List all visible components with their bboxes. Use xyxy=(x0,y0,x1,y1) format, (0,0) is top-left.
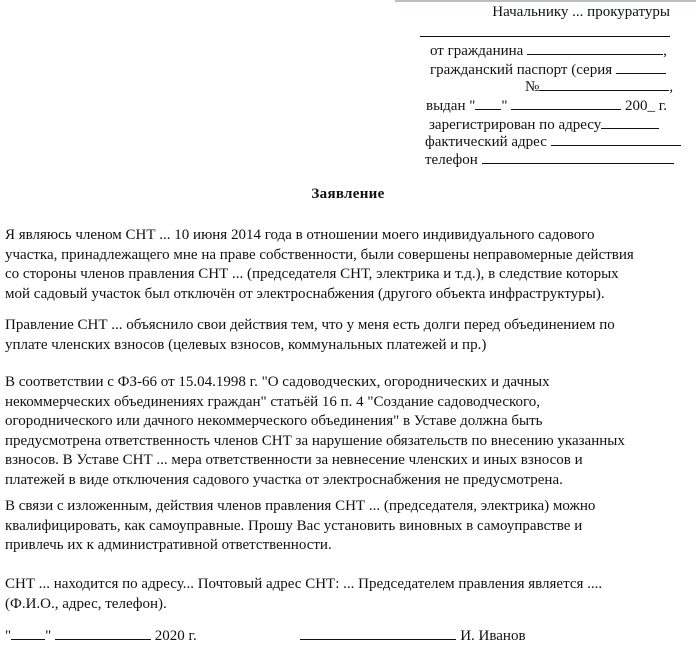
phone-label: телефон xyxy=(425,152,478,168)
from-field[interactable] xyxy=(527,40,663,55)
signer-name: И. Иванов xyxy=(460,628,526,644)
text-line: некоммерческих объединениях граждан" статьёй 16 п. 4 "Создание садоводческого, xyxy=(5,393,541,410)
paragraph-5 xyxy=(5,575,695,614)
signature-line xyxy=(5,625,695,645)
actual-address-label: фактический адрес xyxy=(425,134,547,150)
date-month-field[interactable] xyxy=(55,625,151,640)
phone-field[interactable] xyxy=(482,149,674,164)
blank-field[interactable] xyxy=(420,22,670,37)
text-line: взносов. В Уставе СНТ ... мера ответственности за невнесение членских и иных взносов и xyxy=(5,452,583,468)
passport-number-field[interactable] xyxy=(539,76,669,91)
text-line: В соответствии с ФЗ-66 от 15.04.1998 г. "О садоводческих, огороднических и дачных xyxy=(5,374,550,390)
text-line: привлечь их к административной ответственности. xyxy=(5,537,332,553)
text-line: мой садовый участок был отключён от электроснабжения (другого объекта инфраструктуры). xyxy=(5,285,605,302)
quote-close: " xyxy=(501,98,508,114)
paragraph-1 xyxy=(5,226,695,304)
text-line: огороднического или дачного некоммерческого объединения" в Уставе должна быть xyxy=(5,413,543,429)
text-line: Я являюсь членом СНТ ... 10 июня 2014 года в отношении моего индивидуального садового xyxy=(5,227,595,243)
issued-label: выдан " xyxy=(426,98,476,114)
text-line: (Ф.И.О., адрес, телефон). xyxy=(5,595,167,612)
passport-number-line: № , xyxy=(525,76,696,97)
text-line: участка, принадлежащего мне на праве собственности, были совершены неправомерные действия xyxy=(5,246,634,263)
issued-day-field[interactable] xyxy=(475,95,501,110)
from-label: от гражданина xyxy=(430,43,524,59)
issued-month-field[interactable] xyxy=(511,95,621,110)
registered-label: зарегистрирован по адресу xyxy=(429,117,602,133)
date-day-field[interactable] xyxy=(11,625,45,640)
document-title: Заявление xyxy=(311,186,385,202)
from-line: от гражданина , xyxy=(430,40,696,61)
registered-field[interactable] xyxy=(601,114,659,129)
phone-line xyxy=(425,149,695,170)
text-line: В связи с изложенным, действия членов правления СНТ ... (председателя, электрика) можно xyxy=(5,498,596,514)
text-line: со стороны членов правления СНТ ... (председателя СНТ, электрика и т.д.), в следствие которых xyxy=(5,266,619,282)
paragraph-4 xyxy=(5,497,695,556)
text-line: платежей в виде отключения садового участка от электроснабжения не предусмотрена. xyxy=(5,471,563,488)
passport-series-field[interactable] xyxy=(616,59,666,74)
paragraph-3 xyxy=(5,373,695,490)
date-quote-open: " xyxy=(5,628,12,644)
text-line: Правление СНТ ... объяснило свои действия тем, что у меня есть долги перед объединением по xyxy=(5,317,615,333)
passport-label: гражданский паспорт (серия xyxy=(430,62,613,78)
addressee-text: Начальнику ... прокуратуры xyxy=(492,4,670,20)
text-line: СНТ ... находится по адресу... Почтовый адрес СНТ: ... Председателем правления является .... xyxy=(5,576,603,592)
text-line: квалифицировать, как самоуправные. Прошу Вас установить виновных в самоуправстве и xyxy=(5,517,583,534)
actual-address-field[interactable] xyxy=(551,131,681,146)
text-line: уплате членских взносов (целевых взносов, коммунальных платежей и пр.) xyxy=(5,336,487,353)
addressee-line xyxy=(420,2,670,22)
number-label: № xyxy=(525,79,540,95)
text-line: предусмотрена ответственность членов СНТ за нарушение обязательств по внесению указанных xyxy=(5,432,625,449)
issued-year: 200_ г. xyxy=(624,98,667,114)
issued-line xyxy=(426,95,696,116)
paragraph-2 xyxy=(5,316,695,355)
date-quote-close: " xyxy=(45,628,52,644)
signature-field[interactable] xyxy=(300,625,456,640)
date-year: 2020 г. xyxy=(154,628,197,644)
